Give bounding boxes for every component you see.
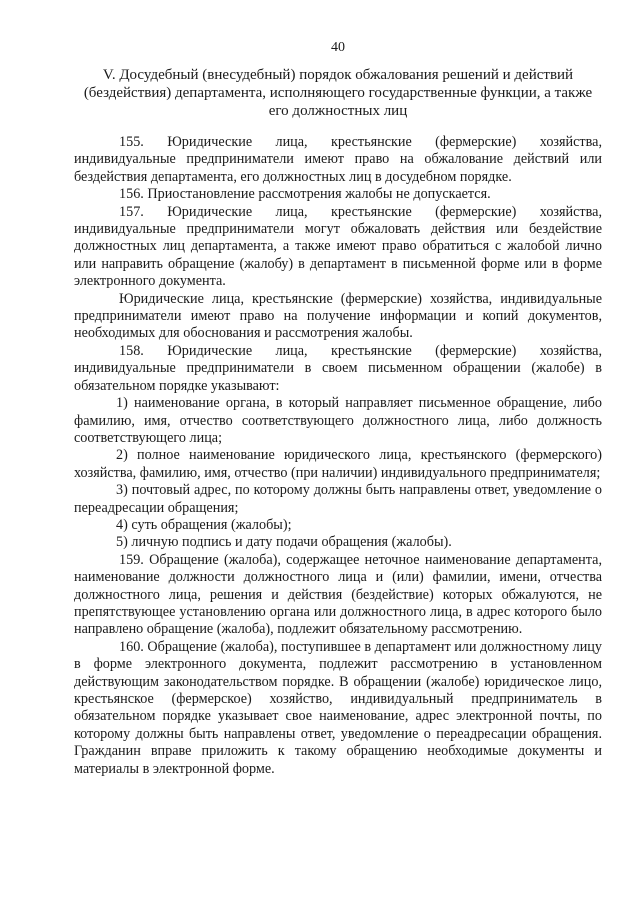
- list-item-4: 4) суть обращения (жалобы);: [116, 516, 292, 533]
- paragraph-156: 156. Приостановление рассмотрения жалобы не допускается.: [119, 186, 491, 203]
- page-number: 40: [331, 40, 345, 55]
- paragraph-158: 158. Юридические лица, крестьянские (фермерские) хозяйства, индивидуальные предприниматели в своем письменном обращении (жалобе) в обязательном порядке указывают:: [74, 342, 602, 394]
- paragraph-155: 155. Юридические лица, крестьянские (фермерские) хозяйства, индивидуальные предприниматели имеют право на обжалование действий или бездействия департамента, его должностных лиц в досудебном порядке.: [74, 134, 602, 185]
- paragraph-157: 157. Юридические лица, крестьянские (фермерские) хозяйства, индивидуальные предприниматели могут обжаловать действия или бездействие должностных лиц департамента, а также имеют право обратиться с жалобой лично или направить обращение (жалобу) в департамент в письменной форме или в форме электронного документа.: [74, 203, 602, 290]
- list-item-5: 5) личную подпись и дату подачи обращения (жалобы).: [116, 534, 452, 551]
- list-item-3: 3) почтовый адрес, по которому должны быть направлены ответ, уведомление о переадресации обращения;: [74, 482, 602, 516]
- list-item-2: 2) полное наименование юридического лица, крестьянского (фермерского) хозяйства, фамилию, имя, отчество (при наличии) индивидуального предпринимателя;: [74, 447, 602, 481]
- section-title: V. Досудебный (внесудебный) порядок обжалования решений и действий (бездействия) департамента, исполняющего государственные функции, а также его должностных лиц: [83, 67, 593, 119]
- paragraph-157-info-rights: Юридические лица, крестьянские (фермерские) хозяйства, индивидуальные предприниматели имеют право на получение информации и копий документов, необходимых для обоснования и рассмотрения жалобы.: [74, 290, 602, 342]
- list-item-1: 1) наименование органа, в который направляет письменное обращение, либо фамилию, имя, отчество соответствующего должностного лица, либо должность соответствующего лица;: [74, 395, 602, 446]
- paragraph-159: 159. Обращение (жалоба), содержащее неточное наименование департамента, наименование должности должностного лица и (или) фамилии, имени, отчества должностного лица, решения и действия (бездействие) которых обжалуются, не препятствующее установлению органа или должностного лица, в адрес которого было направлено обращение (жалоба), подлежит обязательному рассмотрению.: [74, 551, 602, 638]
- document-body: [74, 134, 602, 778]
- paragraph-160: 160. Обращение (жалоба), поступившее в департамент или должностному лицу в форме электронного документа, подлежит рассмотрению в установленном действующим законодательством порядке. В обращении (жалобе) юридическое лицо, крестьянское (фермерское) хозяйство, индивидуальный предприниматель в обязательном порядке указывает свое наименование, адрес электронной почты, по которому должны быть направлены ответ, уведомление о переадресации обращения. Гражданин вправе приложить к такому обращению необходимые документы и материалы в электронной форме.: [74, 638, 602, 777]
